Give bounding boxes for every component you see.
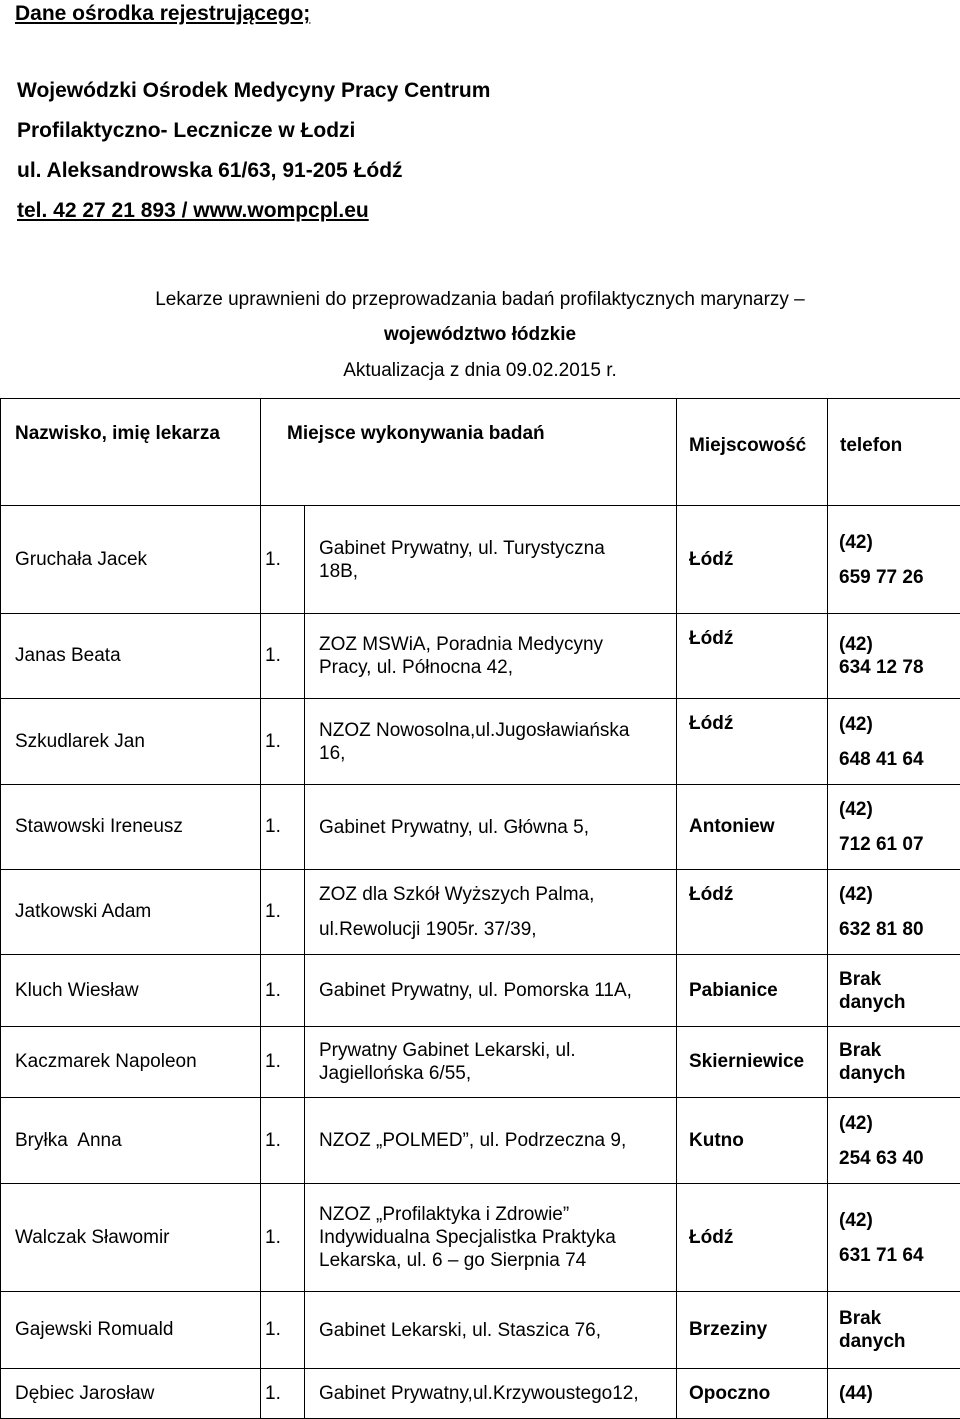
phone-area-code: Brak [839,1307,960,1330]
phone-number: 634 12 78 [839,656,960,679]
phone-area-code: Brak [839,968,960,991]
city: Kutno [677,1098,828,1184]
exam-place-line-1: Gabinet Lekarski, ul. Staszica 76, [319,1319,676,1342]
phone-number: 648 41 64 [839,748,960,771]
phone-area-code: (42) [839,798,960,821]
exam-place-line-1: NZOZ „Profilaktyka i Zdrowie” [319,1203,676,1226]
phone-area-code: (42) [839,713,960,736]
doctor-name: Walczak Sławomir [1,1184,261,1292]
exam-place-line-1: Gabinet Prywatny,ul.Krzywoustego12, [319,1382,676,1405]
city: Brzeziny [677,1292,828,1369]
phone [828,785,960,870]
phone-area-code: (42) [839,883,960,906]
phone-number: danych [839,1330,960,1353]
header-phone: telefon [828,399,960,506]
exam-place [305,1184,677,1292]
row-number: 1. [261,614,305,699]
phone-number: 632 81 80 [839,918,960,941]
phone [828,1027,960,1098]
intro-line-1: Lekarze uprawnieni do przeprowadzania badań profilaktycznych marynarzy – [0,289,960,311]
header-city: Miejscowość [677,399,828,506]
table-row [1,1369,960,1419]
city: Łódź [677,1184,828,1292]
phone [828,955,960,1027]
phone-number: danych [839,991,960,1014]
phone-area-code: (42) [839,633,960,656]
intro-region: województwo łódzkie [0,324,960,346]
exam-place [305,870,677,955]
city: Opoczno [677,1369,828,1419]
doctor-name: Kaczmarek Napoleon [1,1027,261,1098]
doctor-name: Jatkowski Adam [1,870,261,955]
table-row [1,870,960,955]
row-number: 1. [261,1027,305,1098]
center-name-line-1: Wojewódzki Ośrodek Medycyny Pracy Centrum [17,79,490,103]
exam-place-line-1: NZOZ „POLMED”, ul. Podrzeczna 9, [319,1129,676,1152]
exam-place-line-2: 16, [319,742,676,765]
exam-place-line-2: Pracy, ul. Północna 42, [319,656,676,679]
exam-place [305,506,677,614]
intro-update-date: Aktualizacja z dnia 09.02.2015 r. [0,360,960,382]
exam-place-line-2: Jagiellońska 6/55, [319,1062,676,1085]
exam-place [305,955,677,1027]
row-number: 1. [261,1184,305,1292]
exam-place [305,1292,677,1369]
phone [828,614,960,699]
table-row [1,1027,960,1098]
exam-place [305,1369,677,1419]
exam-place-line-3: Lekarska, ul. 6 – go Sierpnia 74 [319,1249,676,1272]
phone [828,870,960,955]
phone-area-code: (42) [839,1209,960,1232]
doctor-name: Kluch Wiesław [1,955,261,1027]
exam-place-line-1: Gabinet Prywatny, ul. Pomorska 11A, [319,979,676,1002]
center-name-line-2: Profilaktyczno- Lecznicze w Łodzi [17,119,355,143]
city: Łódź [677,614,828,699]
table-row [1,506,960,614]
row-number: 1. [261,1369,305,1419]
doctor-name: Gruchała Jacek [1,506,261,614]
phone-number: 659 77 26 [839,566,960,589]
doctor-name: Stawowski Ireneusz [1,785,261,870]
table-row [1,1184,960,1292]
table-row [1,1292,960,1369]
doctor-name: Janas Beata [1,614,261,699]
phone [828,506,960,614]
doctor-name: Szkudlarek Jan [1,699,261,785]
exam-place [305,785,677,870]
city: Pabianice [677,955,828,1027]
city: Łódź [677,506,828,614]
phone-number: 254 63 40 [839,1147,960,1170]
phone [828,699,960,785]
row-number: 1. [261,955,305,1027]
exam-place [305,1027,677,1098]
doctors-table [0,398,960,1419]
city: Skierniewice [677,1027,828,1098]
phone [828,1369,960,1419]
city: Łódź [677,699,828,785]
center-contact[interactable]: tel. 42 27 21 893 / www.wompcpl.eu [17,199,369,223]
phone-area-code: (42) [839,1112,960,1135]
header-place: Miejsce wykonywania badań [261,399,677,506]
phone-area-code: (42) [839,531,960,554]
city: Antoniew [677,785,828,870]
exam-place-line-1: Gabinet Prywatny, ul. Turystyczna [319,537,676,560]
row-number: 1. [261,870,305,955]
exam-place [305,699,677,785]
table-row [1,614,960,699]
row-number: 1. [261,1292,305,1369]
phone [828,1292,960,1369]
phone [828,1184,960,1292]
doctor-name: Gajewski Romuald [1,1292,261,1369]
exam-place-line-1: Gabinet Prywatny, ul. Główna 5, [319,816,676,839]
row-number: 1. [261,1098,305,1184]
table-row [1,785,960,870]
table-row [1,699,960,785]
phone-area-code: Brak [839,1039,960,1062]
exam-place [305,614,677,699]
exam-place-line-1: ZOZ MSWiA, Poradnia Medycyny [319,633,676,656]
phone-number: 631 71 64 [839,1244,960,1267]
row-number: 1. [261,699,305,785]
header-title: Dane ośrodka rejestrującego; [15,2,310,26]
center-address: ul. Aleksandrowska 61/63, 91-205 Łódź [17,159,403,183]
table-header-row [1,399,960,506]
header-name: Nazwisko, imię lekarza [1,399,261,506]
table-row [1,1098,960,1184]
exam-place-line-2: 18B, [319,560,676,583]
table-row [1,955,960,1027]
exam-place-line-1: NZOZ Nowosolna,ul.Jugosławiańska [319,719,676,742]
exam-place-line-2: ul.Rewolucji 1905r. 37/39, [319,918,676,941]
row-number: 1. [261,785,305,870]
doctor-name: Dębiec Jarosław [1,1369,261,1419]
exam-place-line-1: ZOZ dla Szkół Wyższych Palma, [319,883,676,906]
exam-place-line-1: Prywatny Gabinet Lekarski, ul. [319,1039,676,1062]
exam-place-line-2: Indywidualna Specjalistka Praktyka [319,1226,676,1249]
phone [828,1098,960,1184]
phone-area-code: (44) [839,1382,960,1405]
exam-place [305,1098,677,1184]
phone-number: danych [839,1062,960,1085]
phone-number: 712 61 07 [839,833,960,856]
row-number: 1. [261,506,305,614]
city: Łódź [677,870,828,955]
doctor-name: Bryłka Anna [1,1098,261,1184]
